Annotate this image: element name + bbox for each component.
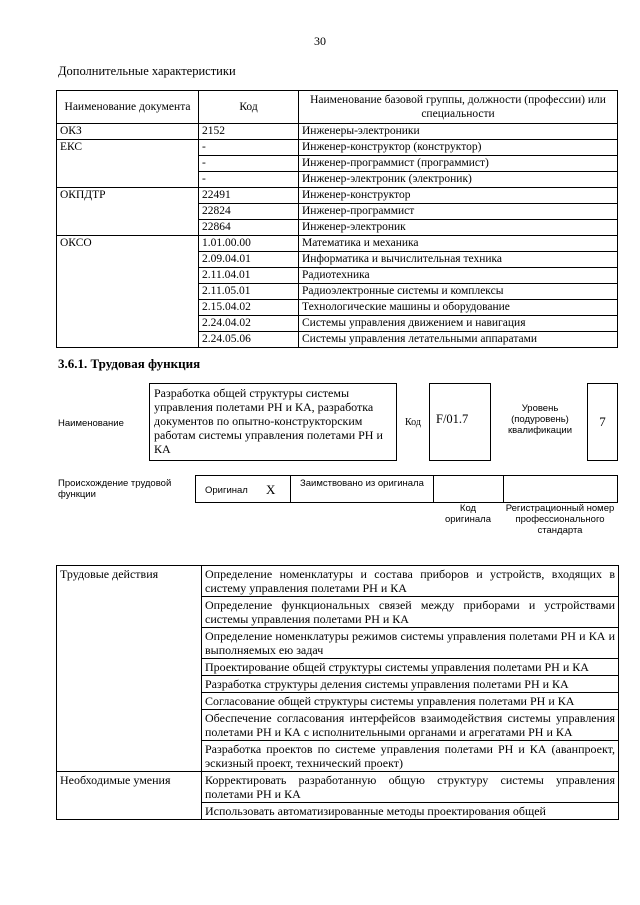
table-header-row <box>57 91 618 124</box>
code-cell: 2.09.04.01 <box>199 252 299 268</box>
table-row <box>57 188 618 204</box>
doc-cell: ОКПДТР <box>57 188 199 236</box>
skills-label: Необходимые умения <box>57 772 202 820</box>
header-group-name: Наименование базовой группы, должности (профессии) или специальности <box>299 91 618 124</box>
name-cell: Инженер-конструктор <box>299 188 618 204</box>
header-code: Код <box>199 91 299 124</box>
action-item: Определение функциональных связей между приборами и устройствами системы управления полетами РН и КА <box>202 597 619 628</box>
doc-cell: ЕКС <box>57 140 199 188</box>
action-item: Обеспечение согласования интерфейсов взаимодействия системы управления полетами РН и КА с исполнительными органами и агрегатами РН и КА <box>202 710 619 741</box>
qualification-level-label: Уровень (подуровень) квалификации <box>507 403 573 436</box>
code-label: Код <box>405 417 421 428</box>
action-item: Разработка структуры деления системы управления полетами РН и КА <box>202 676 619 693</box>
borrowed-label: Заимствовано из оригинала <box>300 478 424 489</box>
name-cell: Инженер-электроник (электроник) <box>299 172 618 188</box>
name-cell: Инженер-электроник <box>299 220 618 236</box>
code-cell: 2.24.04.02 <box>199 316 299 332</box>
table-row <box>57 566 619 597</box>
name-cell: Инженер-программист <box>299 204 618 220</box>
code-cell: 2.15.04.02 <box>199 300 299 316</box>
table-row <box>57 140 618 156</box>
code-cell: - <box>199 156 299 172</box>
name-label: Наименование <box>58 418 124 429</box>
name-cell: Инженер-программист (программист) <box>299 156 618 172</box>
function-name-box: Разработка общей структуры системы управления полетами РН и КА, разработка документов по опытно-конструкторским работам системы управления полетами РН и КА <box>149 383 397 461</box>
table-row <box>57 236 618 252</box>
code-cell: 2.11.04.01 <box>199 268 299 284</box>
reg-number-label: Регистрационный номер профессионального стандарта <box>505 503 615 536</box>
table-row <box>57 772 619 803</box>
name-cell: Технологические машины и оборудование <box>299 300 618 316</box>
name-cell: Радиоэлектронные системы и комплексы <box>299 284 618 300</box>
table-row <box>57 124 618 140</box>
doc-cell: ОКСО <box>57 236 199 348</box>
code-cell: 22864 <box>199 220 299 236</box>
section-title: 3.6.1. Трудовая функция <box>58 356 201 371</box>
header-doc-name: Наименование документа <box>57 91 199 124</box>
action-item: Разработка проектов по системе управления полетами РН и КА (аванпроект, эскизный проект, технический проект) <box>202 741 619 772</box>
action-item: Определение номенклатуры и состава приборов и устройств, входящих в систему управления полетами РН и КА <box>202 566 619 597</box>
action-item: Определение номенклатуры режимов системы управления полетами РН и КА и выполняемых ею задач <box>202 628 619 659</box>
action-item: Проектирование общей структуры системы управления полетами РН и КА <box>202 659 619 676</box>
name-cell: Математика и механика <box>299 236 618 252</box>
origin-label: Происхождение трудовой функции <box>58 478 172 500</box>
code-cell: 2152 <box>199 124 299 140</box>
skill-item: Использовать автоматизированные методы проектирования общей <box>202 803 619 820</box>
code-original-label: Код оригинала <box>444 503 491 525</box>
code-cell: 22824 <box>199 204 299 220</box>
code-cell: 2.24.05.06 <box>199 332 299 348</box>
code-cell: 22491 <box>199 188 299 204</box>
original-mark: X <box>266 482 276 497</box>
page-number: 30 <box>314 34 326 48</box>
name-cell: Инженеры-электроники <box>299 124 618 140</box>
code-original-cell <box>434 476 504 502</box>
name-cell: Информатика и вычислительная техника <box>299 252 618 268</box>
additional-characteristics-table <box>56 90 618 348</box>
labor-actions-table <box>56 565 619 820</box>
code-cell: 1.01.00.00 <box>199 236 299 252</box>
name-cell: Инженер-конструктор (конструктор) <box>299 140 618 156</box>
function-code-box: F/01.7 <box>429 383 491 461</box>
skill-item: Корректировать разработанную общую структуру системы управления полетами РН и КА <box>202 772 619 803</box>
actions-label: Трудовые действия <box>57 566 202 772</box>
qualification-level-box: 7 <box>587 383 618 461</box>
name-cell: Системы управления движением и навигация <box>299 316 618 332</box>
code-cell: 2.11.05.01 <box>199 284 299 300</box>
additional-characteristics-title: Дополнительные характеристики <box>58 64 236 78</box>
doc-cell: ОКЗ <box>57 124 199 140</box>
original-label: Оригинал <box>205 485 248 496</box>
action-item: Согласование общей структуры системы управления полетами РН и КА <box>202 693 619 710</box>
code-cell: - <box>199 172 299 188</box>
code-cell: - <box>199 140 299 156</box>
name-cell: Радиотехника <box>299 268 618 284</box>
name-cell: Системы управления летательными аппаратами <box>299 332 618 348</box>
